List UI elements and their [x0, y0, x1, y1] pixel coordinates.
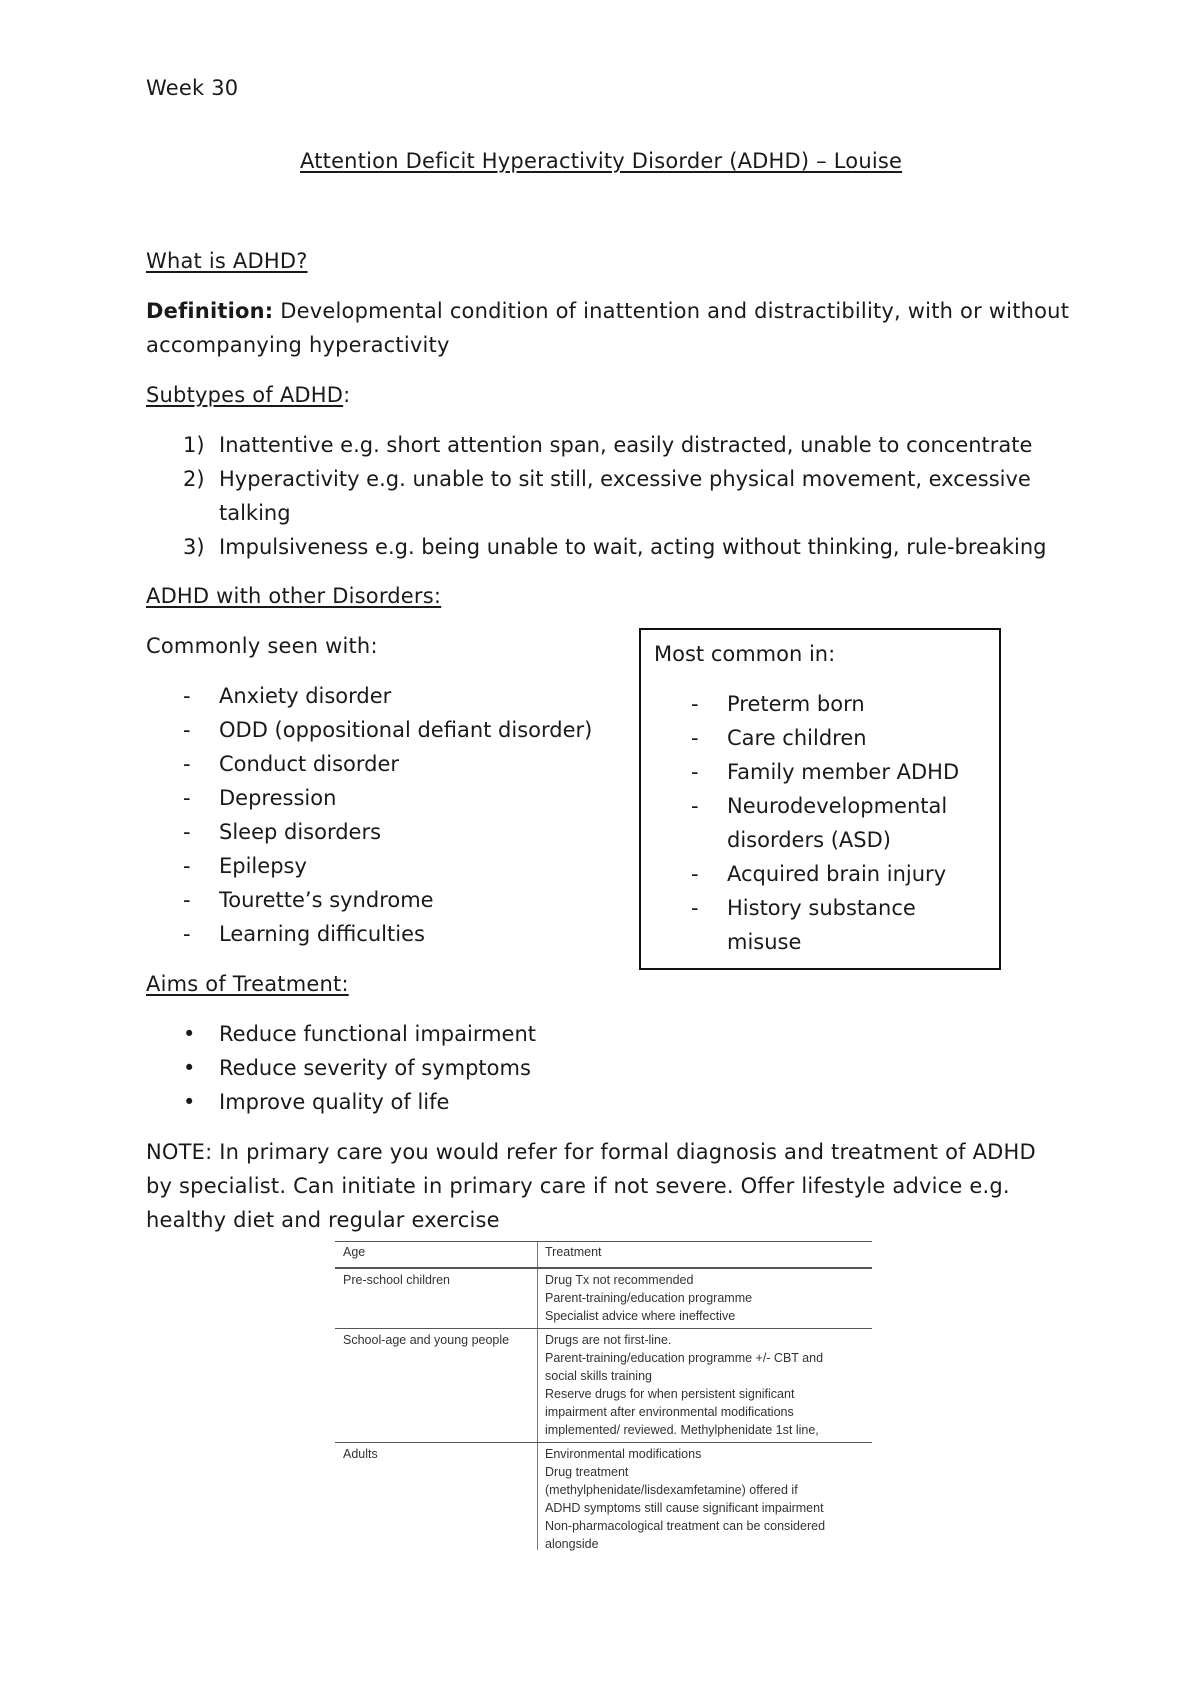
list-item-text: Tourette’s syndrome: [219, 888, 434, 912]
row-treatment-line: Non-pharmacological treatment can be considered: [545, 1519, 826, 1533]
table-top-border: [335, 1241, 872, 1242]
list-item-text: Learning difficulties: [219, 922, 425, 946]
treatment-table: [335, 1241, 872, 1550]
dash-marker: -: [183, 786, 191, 810]
list-item-text: Reduce functional impairment: [219, 1022, 537, 1046]
row-treatment-line: Parent-training/education programme +/- CBT and: [545, 1351, 824, 1365]
subtypes-heading: Subtypes of ADHD: [146, 383, 344, 407]
note-line-3: healthy diet and regular exercise: [146, 1208, 500, 1232]
list-item-text: Sleep disorders: [219, 820, 382, 844]
list-item-text: Impulsiveness e.g. being unable to wait, acting without thinking, rule-breaking: [219, 535, 1047, 559]
note-line-2: by specialist. Can initiate in primary care if not severe. Offer lifestyle advice e.g.: [146, 1174, 1010, 1198]
row-treatment-line: Drugs are not first-line.: [545, 1333, 672, 1347]
dash-marker: -: [183, 854, 191, 878]
definition-label: Definition:: [146, 299, 274, 323]
row-treatment-line: (methylphenidate/lisdexamfetamine) offered if: [545, 1483, 798, 1497]
other-disorders-heading: ADHD with other Disorders:: [146, 584, 442, 608]
row-rule: [335, 1442, 872, 1443]
week-label: Week 30: [146, 76, 239, 100]
header-treatment: Treatment: [545, 1245, 602, 1259]
dash-marker: -: [183, 718, 191, 742]
row-treatment-line: Specialist advice where ineffective: [545, 1309, 736, 1323]
list-number: 1): [183, 433, 205, 457]
dash-marker: -: [691, 760, 699, 784]
row-treatment-line: Parent-training/education programme: [545, 1291, 753, 1305]
dash-marker: -: [691, 896, 699, 920]
aims-heading: Aims of Treatment:: [146, 972, 349, 996]
dash-marker: -: [691, 726, 699, 750]
row-age: Pre-school children: [343, 1273, 450, 1287]
header-rule: [335, 1267, 872, 1269]
bullet-marker: •: [183, 1022, 196, 1046]
list-item-text: Depression: [219, 786, 337, 810]
row-treatment-line: ADHD symptoms still cause significant impairment: [545, 1501, 824, 1515]
list-item-text: Family member ADHD: [727, 760, 960, 784]
dash-marker: -: [183, 922, 191, 946]
header-age: Age: [343, 1245, 366, 1259]
row-treatment-line: Environmental modifications: [545, 1447, 702, 1461]
row-treatment-line: Drug treatment: [545, 1465, 629, 1479]
list-item-text: Neurodevelopmental: [727, 794, 948, 818]
list-item-text: Preterm born: [727, 692, 865, 716]
row-age: School-age and young people: [343, 1333, 510, 1347]
row-treatment-line: implemented/ reviewed. Methylphenidate 1st line,: [545, 1423, 819, 1437]
row-treatment-line: impairment after environmental modifications: [545, 1405, 794, 1419]
row-treatment-line: Drug Tx not recommended: [545, 1273, 694, 1287]
row-rule: [335, 1328, 872, 1329]
definition-line-2: accompanying hyperactivity: [146, 333, 450, 357]
most-common-box: [639, 628, 1001, 970]
row-treatment-line: social skills training: [545, 1369, 652, 1383]
definition-line-1: [146, 295, 1069, 328]
page-title: Attention Deficit Hyperactivity Disorder (ADHD) – Louise: [300, 149, 903, 173]
list-item-continuation: misuse: [727, 930, 802, 954]
dash-marker: -: [183, 820, 191, 844]
list-item-text: Improve quality of life: [219, 1090, 450, 1114]
bullet-marker: •: [183, 1056, 196, 1080]
list-item-text: ODD (oppositional defiant disorder): [219, 718, 593, 742]
dash-marker: -: [691, 692, 699, 716]
list-item-text: Hyperactivity e.g. unable to sit still, excessive physical movement, excessive: [219, 467, 1031, 491]
list-item-continuation: talking: [219, 501, 291, 525]
list-item-text: Anxiety disorder: [219, 684, 392, 708]
row-age: Adults: [343, 1447, 378, 1461]
list-number: 3): [183, 535, 205, 559]
subtypes-heading-line: [146, 379, 350, 412]
dash-marker: -: [183, 684, 191, 708]
list-item-text: Care children: [727, 726, 867, 750]
list-number: 2): [183, 467, 205, 491]
dash-marker: -: [691, 794, 699, 818]
subtypes-colon: :: [343, 383, 351, 407]
what-is-heading: What is ADHD?: [146, 249, 308, 273]
row-treatment-line: Reserve drugs for when persistent significant: [545, 1387, 795, 1401]
list-item-continuation: disorders (ASD): [727, 828, 891, 852]
dash-marker: -: [183, 752, 191, 776]
dash-marker: -: [183, 888, 191, 912]
list-item-text: History substance: [727, 896, 916, 920]
bullet-marker: •: [183, 1090, 196, 1114]
list-item-text: Epilepsy: [219, 854, 307, 878]
note-line-1: NOTE: In primary care you would refer for formal diagnosis and treatment of ADHD: [146, 1140, 1036, 1164]
definition-text-1: Developmental condition of inattention and distractibility, with or without: [280, 299, 1070, 323]
most-common-heading: Most common in:: [654, 642, 836, 666]
list-item-text: Reduce severity of symptoms: [219, 1056, 531, 1080]
dash-marker: -: [691, 862, 699, 886]
column-divider: [537, 1241, 538, 1550]
row-treatment-line: alongside: [545, 1537, 599, 1551]
commonly-seen-label: Commonly seen with:: [146, 634, 378, 658]
list-item-text: Acquired brain injury: [727, 862, 947, 886]
list-item-text: Conduct disorder: [219, 752, 400, 776]
list-item-text: Inattentive e.g. short attention span, easily distracted, unable to concentrate: [219, 433, 1033, 457]
